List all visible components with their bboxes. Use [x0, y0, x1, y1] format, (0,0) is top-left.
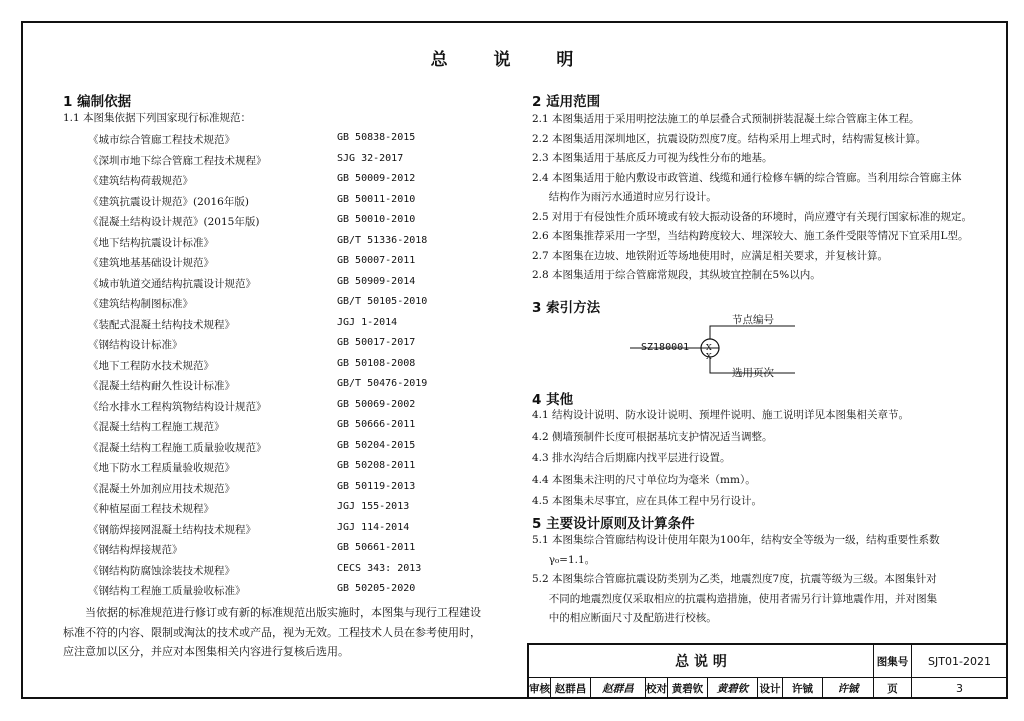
- review-label: 审核: [529, 678, 551, 698]
- check-label: 校对: [646, 678, 668, 698]
- sec2-line: 2.3 本图集适用于基底反力可视为线性分布的地基。: [532, 152, 773, 164]
- standard-code: JGJ 155-2013: [337, 501, 410, 512]
- standard-code: GB 50208-2011: [337, 460, 416, 471]
- standard-code: CECS 343: 2013: [337, 562, 422, 574]
- atlas-number: SJT01-2021: [912, 645, 1007, 678]
- section-4-heading: 4 其他: [532, 392, 574, 408]
- design-label: 设计: [758, 678, 783, 698]
- note-line: 当依据的标准规范进行修订或有新的标准规范出版实施时，本图集与现行工程建设: [85, 606, 481, 619]
- reviewer-name: 赵群昌: [551, 678, 591, 698]
- standard-name: 《建筑地基基础设计规范》: [88, 257, 214, 269]
- sec4-line: 4.5 本图集未尽事宜，应在具体工程中另行设计。: [532, 495, 763, 507]
- designer-name: 许铖: [783, 678, 823, 698]
- section-1-intro: 1.1 本图集依据下列国家现行标准规范：: [63, 112, 252, 124]
- sec5-line: 中的相应断面尺寸及配筋进行校核。: [532, 612, 717, 624]
- section-2-heading: 2 适用范围: [532, 94, 601, 110]
- sec5-line: 5.2 本图集综合管廊抗震设防类别为乙类，地震烈度7度，抗震等级为三级。本图集针对: [532, 573, 937, 585]
- standard-code: GB 50909-2014: [337, 275, 416, 287]
- standard-name: 《混凝土结构设计规范》(2015年版): [88, 216, 260, 228]
- standard-code: GB 50838-2015: [337, 132, 416, 143]
- sec5-line: 不同的地震烈度仅采取相应的抗震构造措施，使用者需另行计算地震作用，并对图集: [532, 592, 938, 605]
- standard-name: 《钢筋焊接网混凝土结构技术规程》: [88, 523, 256, 536]
- designer-signature: 许铖: [823, 678, 874, 698]
- standard-code: GB 50069-2002: [337, 398, 416, 410]
- sec2-line: 2.4 本图集适用于舱内敷设市政管道、线缆和通行检修车辆的综合管廊。当利用综合管廊主体: [532, 171, 962, 184]
- standard-code: GB 50205-2020: [337, 583, 416, 594]
- sec2-line: 2.1 本图集适用于采用明挖法施工的单层叠合式预制拼装混凝土综合管廊主体工程。: [532, 113, 920, 125]
- page-select-label: 选用页次: [732, 367, 774, 379]
- standard-code: GB/T 51336-2018: [337, 234, 428, 246]
- standard-name: 《给水排水工程构筑物结构设计规范》: [88, 400, 267, 413]
- drawing-number: SZ180001: [641, 342, 690, 353]
- standard-name: 《深圳市地下综合管廊工程技术规程》: [88, 154, 267, 167]
- standard-name: 《混凝土结构工程施工规范》: [88, 421, 225, 433]
- sec4-line: 4.2 侧墙预制件长度可根据基坑支护情况适当调整。: [532, 430, 773, 443]
- symbol-bottom: X: [706, 352, 712, 361]
- sec4-line: 4.1 结构设计说明、防水设计说明、预埋件说明、施工说明详见本图集相关章节。: [532, 409, 910, 421]
- sheet-title: 总 说 明: [529, 645, 874, 678]
- standard-code: GB 50010-2010: [337, 214, 416, 225]
- standard-code: GB/T 50476-2019: [337, 378, 428, 389]
- standard-name: 《建筑抗震设计规范》(2016年版): [88, 195, 249, 208]
- checker-name: 黄碧钦: [668, 678, 708, 698]
- standard-name: 《建筑结构制图标准》: [88, 298, 193, 310]
- standard-code: SJG 32-2017: [337, 152, 404, 164]
- sec2-line: 2.7 本图集在边坡、地铁附近等场地使用时，应满足相关要求，并复核计算。: [532, 249, 889, 262]
- standard-name: 《钢结构焊接规范》: [88, 544, 183, 556]
- standard-code: GB 50011-2010: [337, 193, 416, 205]
- sec4-line: 4.3 排水沟结合后期廊内找平层进行设置。: [532, 452, 731, 464]
- standard-name: 《钢结构设计标准》: [88, 339, 183, 351]
- sec5-line: 5.1 本图集综合管廊结构设计使用年限为100年，结构安全等级为一级，结构重要性系数: [532, 534, 940, 546]
- atlas-number-label: 图集号: [874, 645, 912, 678]
- page-number: 3: [956, 681, 963, 695]
- standard-name: 《建筑结构荷载规范》: [88, 175, 193, 187]
- sec4-line: 4.4 本图集未注明的尺寸单位均为毫米（mm）。: [532, 473, 756, 486]
- standard-name: 《装配式混凝土结构技术规程》: [88, 318, 235, 331]
- section-5-heading: 5 主要设计原则及计算条件: [532, 516, 695, 532]
- standard-name: 《地下结构抗震设计标准》: [88, 236, 214, 249]
- standard-name: 《钢结构工程施工质量验收标准》: [88, 585, 246, 597]
- checker-signature: 黄碧钦: [708, 678, 758, 698]
- standard-code: GB 50009-2012: [337, 173, 416, 184]
- standard-name: 《城市综合管廊工程技术规范》: [88, 134, 235, 146]
- section-3-heading: 3 索引方法: [532, 300, 601, 316]
- standard-code: GB/T 50105-2010: [337, 296, 428, 307]
- sec2-line: 结构作为雨污水通道时应另行设计。: [532, 191, 717, 203]
- page-label: 页: [874, 678, 912, 698]
- standard-name: 《城市轨道交通结构抗震设计规范》: [88, 277, 256, 290]
- standard-name: 《混凝土结构工程施工质量验收规范》: [88, 441, 267, 454]
- standard-code: GB 50108-2008: [337, 357, 416, 369]
- standard-name: 《混凝土结构耐久性设计标准》: [88, 380, 235, 392]
- standard-code: JGJ 1-2014: [337, 316, 398, 328]
- standard-code: JGJ 114-2014: [337, 521, 410, 533]
- title-block: [527, 643, 1007, 698]
- symbol-top: X: [706, 343, 712, 352]
- standard-name: 《种植屋面工程技术规程》: [88, 503, 214, 515]
- standard-code: GB 50666-2011: [337, 419, 416, 430]
- note-line: 应注意加以区分，并应对本图集相关内容进行复核后选用。: [63, 645, 349, 658]
- page-title: 总 说 明: [430, 50, 594, 70]
- section-1-heading: 1 编制依据: [63, 94, 132, 110]
- sec2-line: 2.5 对用于有侵蚀性介质环境或有较大振动设备的环境时，尚应遵守有关现行国家标准的规定。: [532, 210, 973, 223]
- sec2-line: 2.2 本图集适用深圳地区，抗震设防烈度7度。结构采用上埋式时，结构需复核计算。: [532, 132, 927, 145]
- standard-code: GB 50204-2015: [337, 439, 416, 451]
- sec2-line: 2.6 本图集推荐采用一字型，当结构跨度较大、埋深较大、施工条件受限等情况下宜采用L型。: [532, 230, 969, 242]
- node-number-label: 节点编号: [732, 314, 774, 326]
- sec5-line: γ₀=1.1。: [532, 553, 596, 566]
- sec2-line: 2.8 本图集适用于综合管廊常规段，其纵坡宜控制在5%以内。: [532, 269, 821, 281]
- standard-name: 《混凝土外加剂应用技术规范》: [88, 482, 235, 495]
- standard-code: GB 50661-2011: [337, 542, 416, 553]
- standard-code: GB 50007-2011: [337, 255, 416, 266]
- standard-name: 《地下工程防水技术规范》: [88, 359, 214, 372]
- reviewer-signature: 赵群昌: [591, 678, 646, 698]
- standard-code: GB 50017-2017: [337, 337, 416, 348]
- note-line: 标准不符的内容、限制或淘汰的技术或产品，视为无效。工程技术人员在参考使用时，: [63, 625, 481, 639]
- standard-name: 《钢结构防腐蚀涂装技术规程》: [88, 564, 235, 577]
- standard-code: GB 50119-2013: [337, 480, 416, 492]
- standard-name: 《地下防水工程质量验收规范》: [88, 462, 235, 474]
